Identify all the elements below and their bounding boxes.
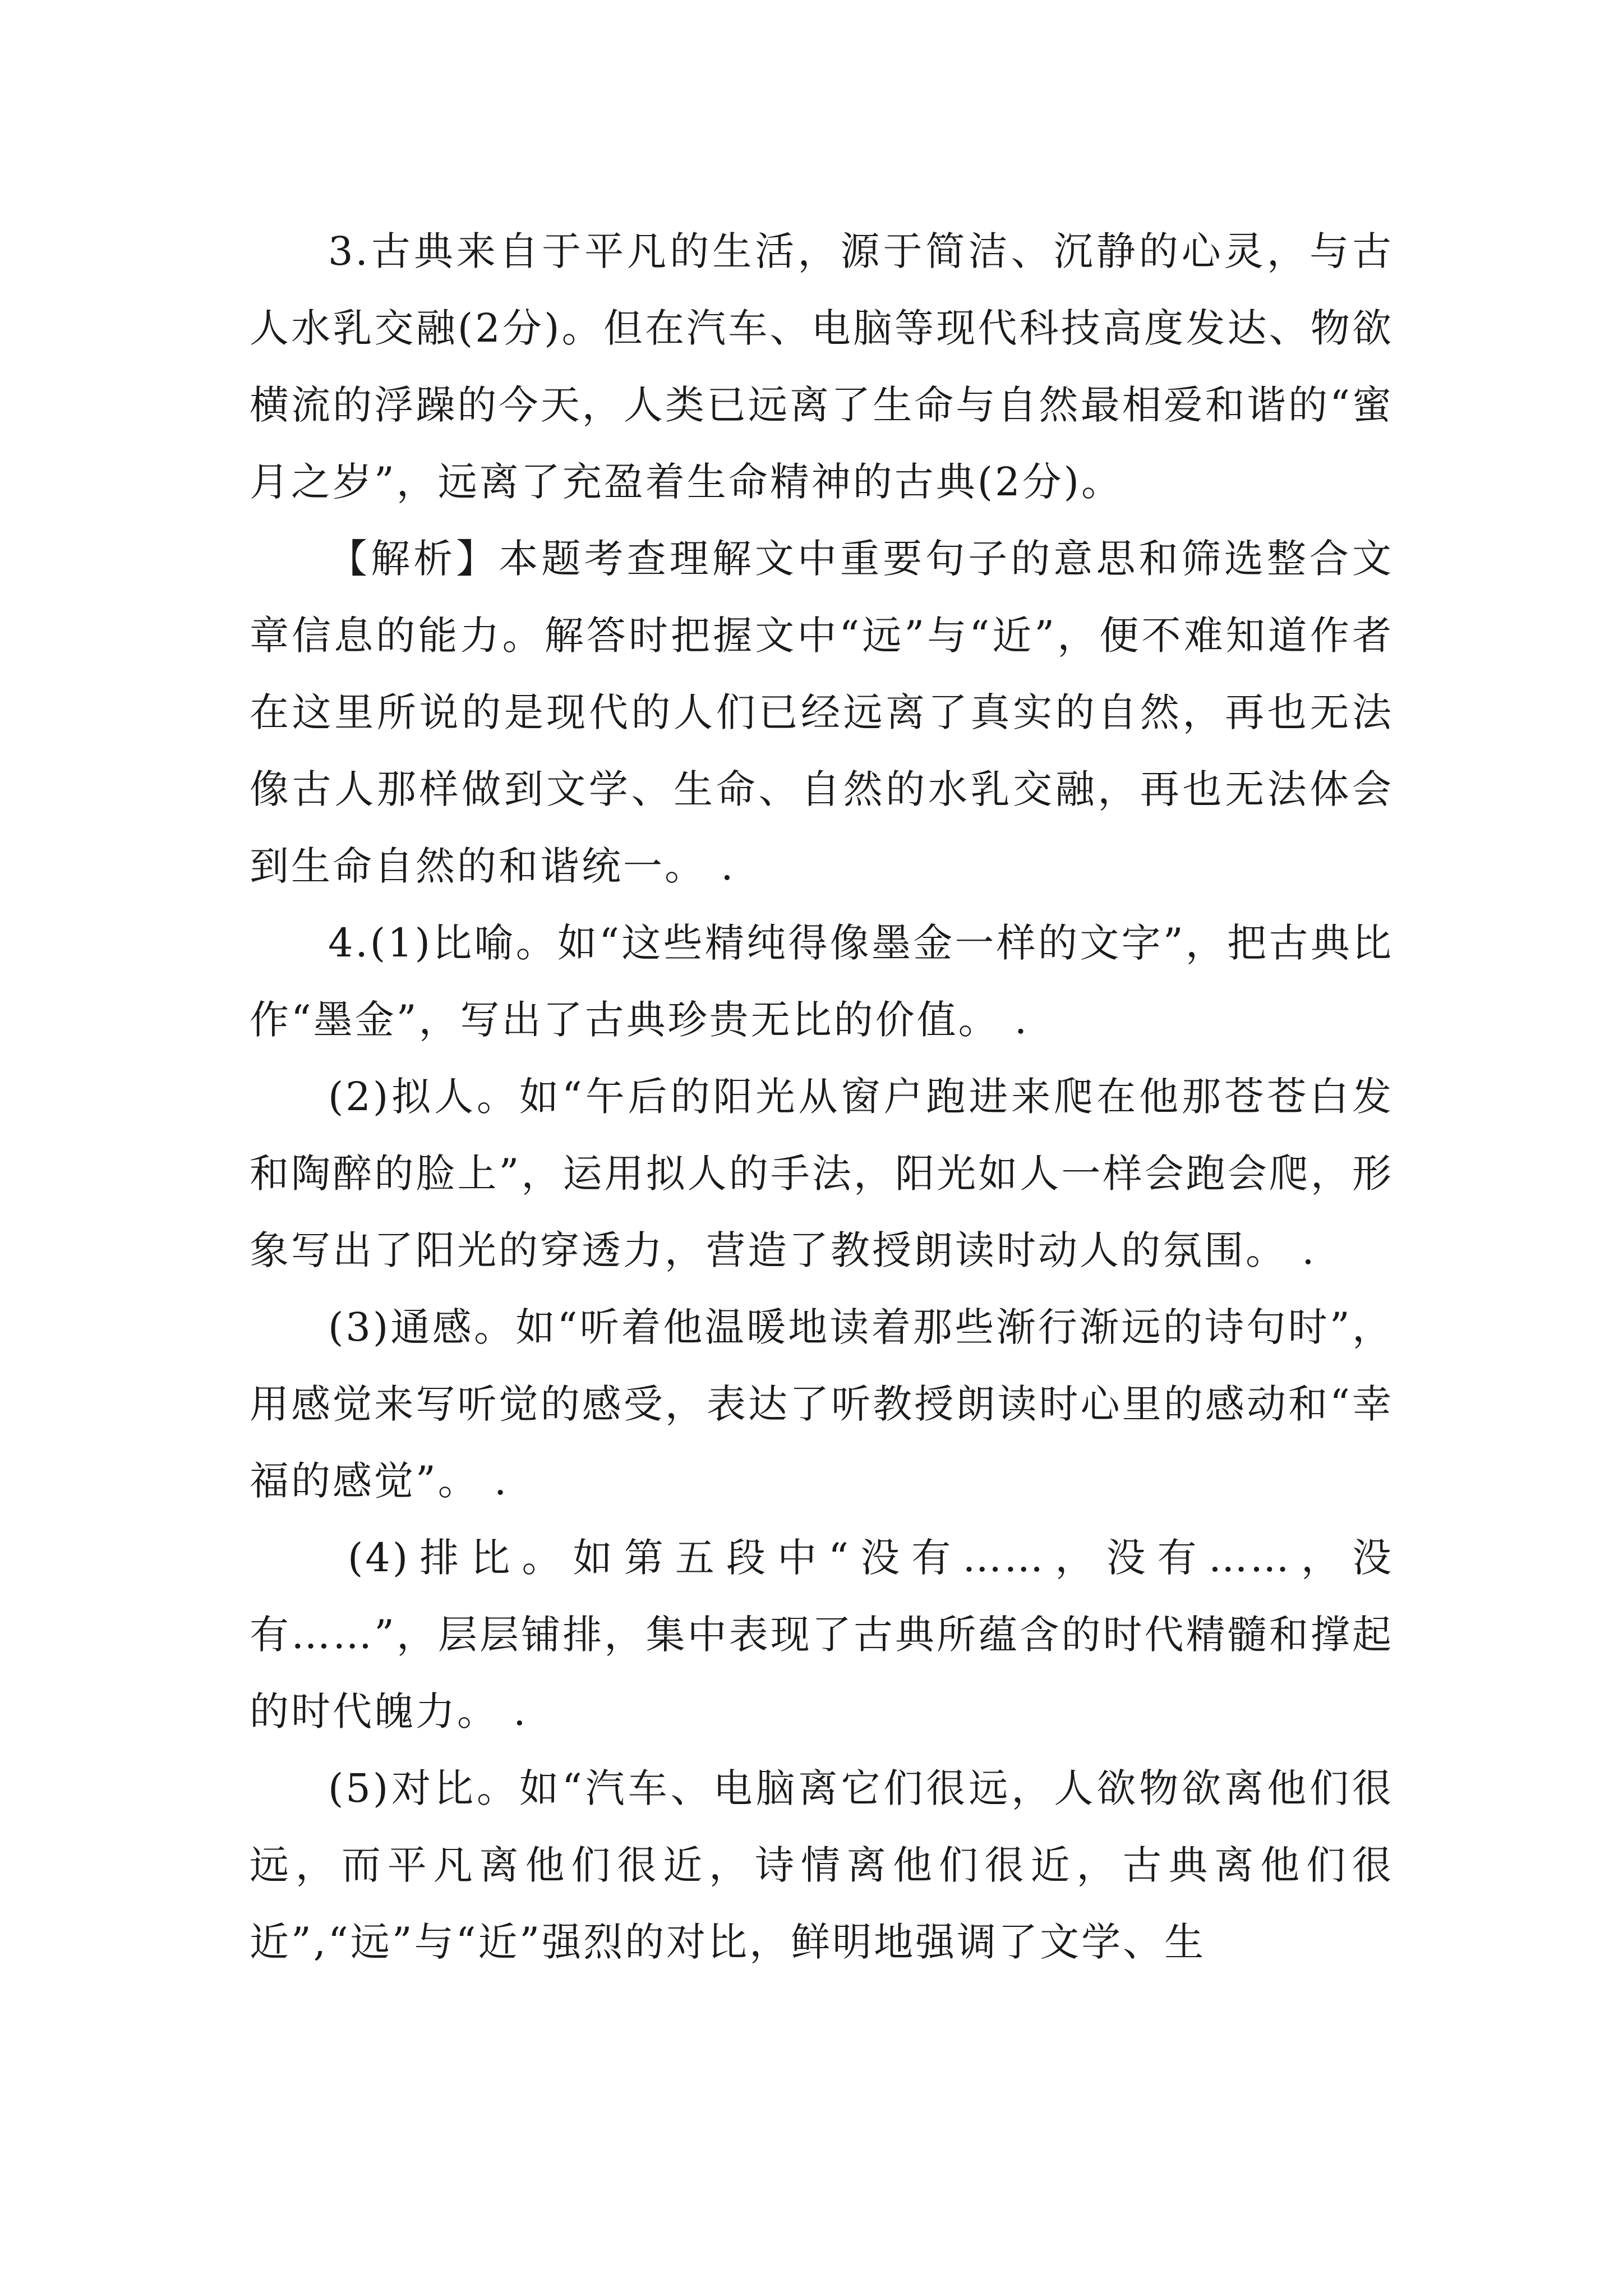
paragraph-answer-4-4: (4)排比。如第五段中“没有……，没有……，没有……”，层层铺排，集中表现了古典所蕴含的时代精髓和撑起的时代魄力。 . [250,1535,1394,1734]
paragraph-answer-3: 3.古典来自于平凡的生活，源于简洁、沉静的心灵，与古人水乳交融(2分)。但在汽车、电脑等现代科技高度发达、物欲横流的浮躁的今天，人类已远离了生命与自然最相爱和谐的“蜜月之岁”，远离了充盈着生命精神的古典(2分)。 [250,228,1394,505]
paragraph-answer-4-3: (3)通感。如“听着他温暖地读着那些渐行渐远的诗句时”，用感觉来写听觉的感受，表达了听教授朗读时心里的感动和“幸福的感觉”。 . [250,1304,1394,1504]
paragraph-answer-4-1: 4.(1)比喻。如“这些精纯得像墨金一样的文字”，把古典比作“墨金”，写出了古典珍贵无比的价值。 . [250,920,1394,1043]
paragraph-answer-4-5: (5)对比。如“汽车、电脑离它们很远，人欲物欲离他们很远，而平凡离他们很近，诗情离他们很近，古典离他们很近”,“远”与“近”强烈的对比，鲜明地强调了文学、生 [250,1765,1394,1965]
paragraph-answer-4-2: (2)拟人。如“午后的阳光从窗户跑进来爬在他那苍苍白发和陶醉的脸上”，运用拟人的手法，阳光如人一样会跑会爬，形象写出了阳光的穿透力，营造了教授朗读时动人的氛围。 . [250,1074,1394,1273]
paragraph-analysis: 【解析】本题考查理解文中重要句子的意思和筛选整合文章信息的能力。解答时把握文中“远”与“近”，便不难知道作者在这里所说的是现代的人们已经远离了真实的自然，再也无法像古人那样做到文学、生命、自然的水乳交融，再也无法体会到生命自然的和谐统一。 . [250,536,1394,889]
answer-text-body [250,213,1394,1981]
